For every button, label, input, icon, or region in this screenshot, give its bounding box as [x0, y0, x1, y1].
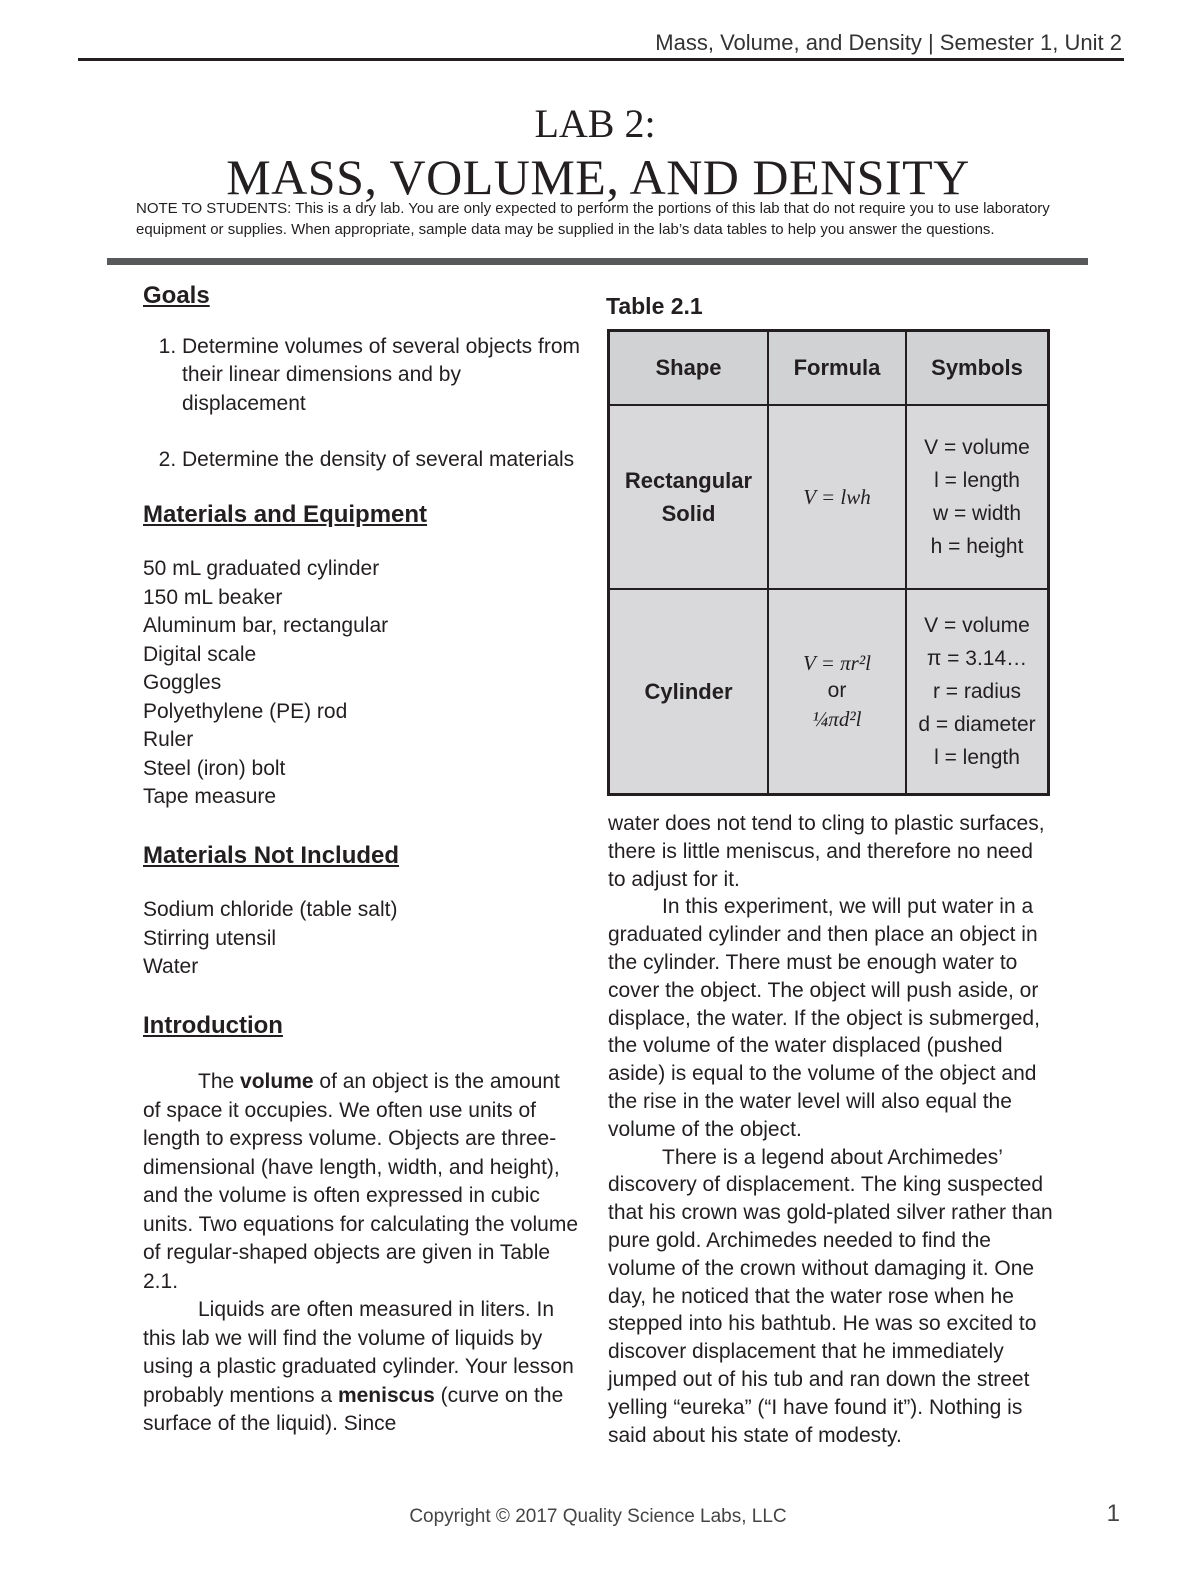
material-item: Goggles [143, 671, 222, 694]
column-header-formula: Formula [768, 331, 906, 406]
column-header-symbols: Symbols [906, 331, 1049, 406]
not-included-section [143, 842, 583, 982]
shape-cell: Rectangular Solid [609, 405, 769, 589]
symbol-line: l = length [934, 745, 1020, 769]
goal-item: 2. Determine the density of several materials [182, 446, 583, 475]
symbol-line: d = diameter [918, 712, 1036, 736]
right-column [608, 810, 1053, 1449]
not-included-item: Stirring utensil [143, 926, 277, 950]
symbols-cell [906, 405, 1049, 589]
not-included-item: Water [143, 955, 199, 978]
lab-number: LAB 2: [534, 101, 656, 146]
symbol-line: V = volume [924, 436, 1030, 459]
materials-heading: Materials and Equipment [143, 500, 428, 528]
formula-text: ¼πd²l [812, 707, 862, 732]
formula-cell [768, 589, 906, 794]
copyright-footer: Copyright © 2017 Quality Science Labs, LLC [409, 1506, 787, 1527]
volume-formula-table [607, 329, 1050, 796]
material-item: Polyethylene (PE) rod [143, 699, 348, 723]
column-header-shape: Shape [609, 331, 769, 406]
paragraph-experiment: In this experiment, we will put water in a graduated cylinder and then place an object in the cylinder. There must be enough water to cover the object. The object will push aside, or displace, the water. If the object is submerged, the volume of the water displaced (pushed aside) is equal to the volume of the object and the rise in the water level will also equal the volume of the object. [608, 895, 1040, 1141]
title-divider [107, 258, 1088, 265]
symbol-line: h = height [930, 535, 1024, 558]
table-header-row [609, 331, 1049, 406]
formula-cell [768, 405, 906, 589]
goals-heading: Goals [143, 282, 210, 309]
intro-paragraph-1 [143, 1068, 583, 1296]
not-included-item: Sodium chloride (table salt) [143, 898, 398, 921]
formula-text: V = lwh [803, 484, 871, 509]
materials-section [143, 501, 583, 812]
text-run: Liquids are often measured in liters. In this lab we will find the volume of liquids by using a plastic graduated cylinder. Your lesson probably mentions a [143, 1298, 574, 1407]
formula-text: V = πr²l [803, 651, 871, 676]
symbol-line: w = width [932, 502, 1022, 525]
symbol-line: l = length [934, 469, 1020, 492]
text-run: (curve on the surface of the liquid). Since [143, 1383, 564, 1435]
page-number: 1 [1106, 1500, 1120, 1527]
symbol-line: r = radius [932, 679, 1022, 703]
not-included-list [143, 896, 583, 982]
goals-list [143, 333, 583, 475]
left-column [143, 282, 583, 1439]
term-volume: volume [240, 1070, 314, 1093]
symbol-line: V = volume [924, 613, 1030, 637]
page-title: MASS, VOLUME, AND DENSITY [226, 149, 970, 205]
table-row [609, 589, 1049, 794]
text-run: of an object is the amount of space it occupies. We often use units of length to express volume. Objects are three-dimensional (have length, width, and height), and the volume is often expressed in cubic units. Two equations for calculating the volume of regular-shaped objects are given in Table 2.1. [143, 1070, 579, 1293]
running-header: Mass, Volume, and Density | Semester 1, Unit 2 [655, 30, 1122, 55]
term-meniscus: meniscus [337, 1383, 435, 1407]
paragraph-archimedes: There is a legend about Archimedes’ discovery of displacement. The king suspected that his crown was gold-plated silver rather than pure gold. Archimedes needed to find the volume of the crown without damaging it. One day, he noticed that the water rose when he stepped into his bathtub. He was so excited to discover displacement that he immediately jumped out of his tub and ran down the street yelling “eureka” (“I have found it”). Nothing is said about his state of modesty. [608, 1145, 1053, 1447]
goals-section [143, 282, 583, 475]
note-to-students: NOTE TO STUDENTS: This is a dry lab. You are only expected to perform the portions of this lab that do not require you to use laboratory equipment or supplies. When appropriate, sample data may be supplied in the lab’s data tables to help you answer the questions. [136, 200, 1050, 238]
formula-or: or [827, 679, 847, 703]
material-item: 150 mL beaker [143, 585, 283, 609]
introduction-heading: Introduction [143, 1011, 283, 1039]
table-row [609, 405, 1049, 589]
introduction-section [143, 1012, 583, 1439]
materials-list [143, 555, 583, 812]
table-caption: Table 2.1 [606, 293, 703, 319]
material-item: Ruler [143, 728, 194, 751]
intro-paragraph-2 [143, 1296, 583, 1439]
text-run: The [198, 1070, 241, 1093]
shape-cell: Cylinder [609, 589, 769, 794]
material-item: Digital scale [143, 642, 257, 666]
goal-item: 1. Determine volumes of several objects from their linear dimensions and by displacement [182, 333, 583, 419]
material-item: Aluminum bar, rectangular [143, 614, 389, 637]
symbols-cell [906, 589, 1049, 794]
header-divider [78, 58, 1124, 61]
material-item: Tape measure [143, 785, 277, 808]
symbol-line: π = 3.14… [926, 646, 1028, 670]
material-item: Steel (iron) bolt [143, 756, 286, 780]
paragraph-continued: water does not tend to cling to plastic surfaces, there is little meniscus, and therefore no need to adjust for it. [608, 812, 1045, 891]
not-included-heading: Materials Not Included [143, 841, 400, 869]
material-item: 50 mL graduated cylinder [143, 557, 380, 580]
